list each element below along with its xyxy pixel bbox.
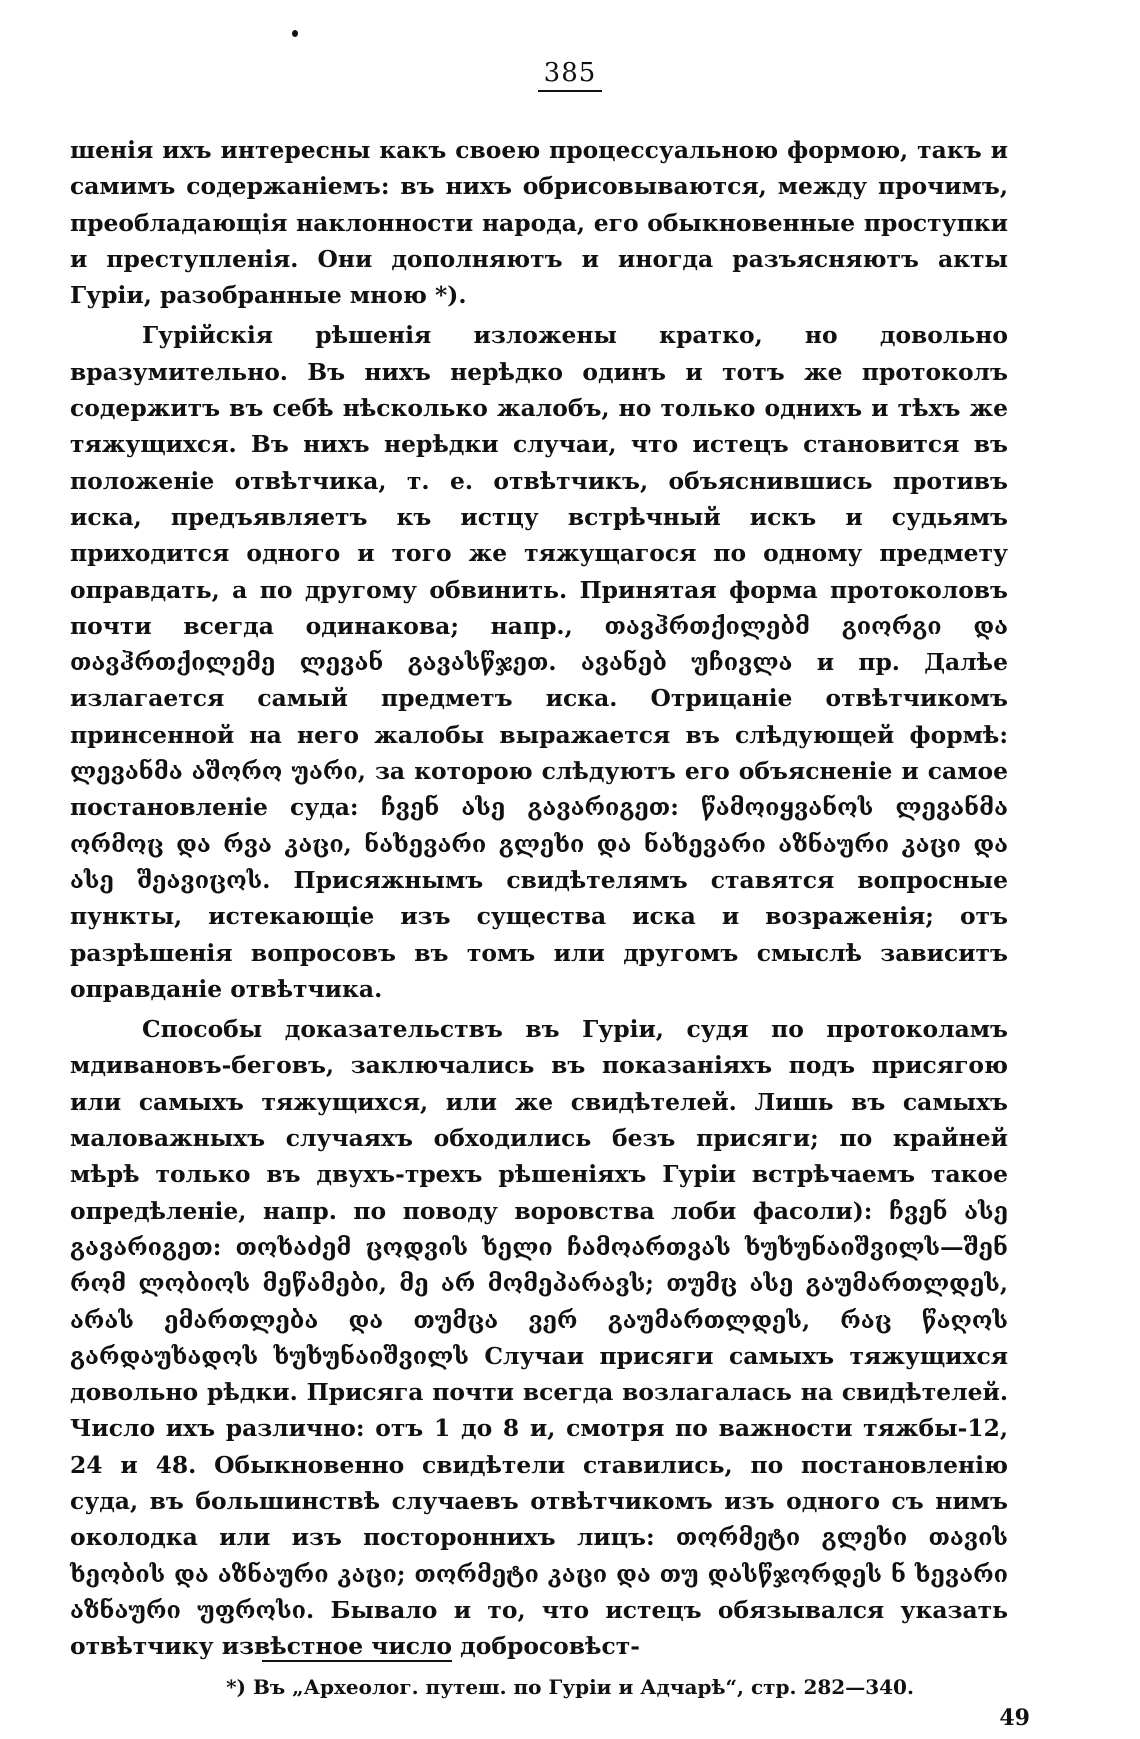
page-number-text: 385 [538,58,603,92]
body-text [70,132,1008,1664]
paragraph-3: Способы доказательствъ въ Гуріи, судя по протоколамъ мдивановъ-беговъ, заключались въ показаніяхъ подъ присягою или самыхъ тяжущихся, или же свидѣтелей. Лишь въ самыхъ маловажныхъ случаяхъ обходились безъ присяги; по крайней мѣрѣ только въ двухъ-трехъ рѣшеніяхъ Гуріи встрѣчаемъ такое опредѣленіе, напр. по поводу воровства лоби фасоли): ჩვენ ასე გავარიგეთ: თოხაძემ ცოდვის ხელი ჩამოართვას ხუხუნაიშვილს—შენ რომ ლობიოს მეწამები, მე არ მომეპარავს; თუმც ასე გაუმართლდეს, არას ემართლება და თუმცა ვერ გაუმართლდეს, რაც წაღოს გარდაუხადოს ხუხუნაიშვილს Случаи присяги самыхъ тяжущихся довольно рѣдки. Присяга почти всегда возлагалась на свидѣтелей. Число ихъ различно: отъ 1 до 8 и, смотря по важности тяжбы-12, 24 и 48. Обыкновенно свидѣтели ставились, по постановленію суда, въ большинствѣ случаевъ отвѣтчикомъ изъ одного съ нимъ околодка или изъ постороннихъ лицъ: თორმეტი გლეხი თავის ხეობის და აზნაური კაცი; თორმეტი კაცი და თუ დასწჯორდეს ნ ხევარი აზნაური უფროსი. Бывало и то, что истецъ обязывался указать отвѣтчику извѣстное число добросовѣст- [70,1015,1008,1661]
page-number [0,58,1140,92]
signature-mark: 49 [999,1705,1030,1731]
footnote-rule [262,1660,452,1662]
paragraph-2: Гурійскія рѣшенія изложены кратко, но довольно вразумительно. Въ нихъ нерѣдко одинъ и тотъ же протоколъ содержитъ въ себѣ нѣсколько жалобъ, но только однихъ и тѣхъ же тяжущихся. Въ нихъ нерѣдки случаи, что истецъ становится въ положеніе отвѣтчика, т. е. отвѣтчикъ, объяснившись противъ иска, предъявляетъ къ истцу встрѣчный искъ и судьямъ приходится одного и того же тяжущагося по одному предмету оправдать, а по другому обвинить. Принятая форма протоколовъ почти всегда одинакова; напр., თავჰრთქილებმ გიორგი და თავჰრთქილემე ლევან გავასწჯეთ. ავანებ უჩივლა и пр. Далѣе излагается самый предметъ иска. Отрицаніе отвѣтчикомъ принсенной на него жалобы выражается въ слѣдующей формѣ: ლევანმა აშორო უარი, за которою слѣдуютъ его объясненіе и самое постановленіе суда: ჩვენ ასე გავარიგეთ: წამოიყვანოს ლევანმა ორმოც და რვა კაცი, ნახევარი გლეხი და ნახევარი აზნაური კაცი და ასე შეავიცოს. Присяжнымъ свидѣтелямъ ставятся вопросные пункты, истекающіе изъ существа иска и возраженія; отъ разрѣшенія вопросовъ въ томъ или другомъ смыслѣ зависитъ оправданіе отвѣтчика. [70,321,1008,1003]
ink-speck [292,30,298,37]
footnote: *) Въ „Археолог. путеш. по Гуріи и Адчарѣ“, стр. 282—340. [226,1675,914,1699]
paragraph-1: шенія ихъ интересны какъ своею процессуальною формою, такъ и самимъ содержаніемъ: въ нихъ обрисовываются, между прочимъ, преобладающія наклонности народа, его обыкновенные проступки и преступленія. Они дополняютъ и иногда разъясняютъ акты Гуріи, разобранные мною *). [70,136,1008,310]
